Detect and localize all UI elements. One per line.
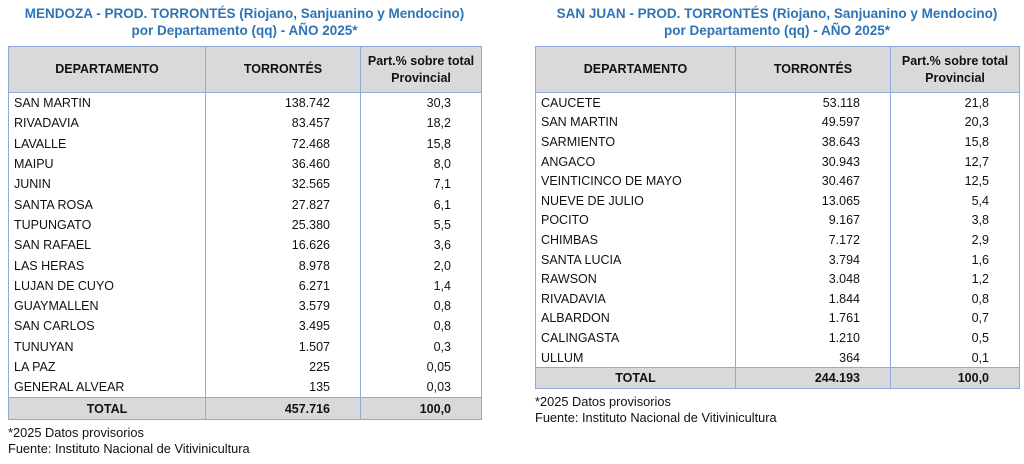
table-row [9,337,482,357]
cell-torrontes: 3.794 [736,250,891,270]
column-header-part [361,47,482,93]
cell-departamento: SAN MARTIN [9,93,206,114]
table-row [536,348,1020,368]
cell-departamento: SANTA LUCIA [536,250,736,270]
cell-torrontes: 83.457 [206,113,361,133]
column-header-departamento: DEPARTAMENTO [9,47,206,93]
cell-departamento: LAS HERAS [9,255,206,275]
cell-departamento: ULLUM [536,348,736,368]
cell-torrontes: 27.827 [206,194,361,214]
cell-part: 7,1 [361,174,482,194]
title-line-2: por Departamento (qq) - AÑO 2025* [131,23,358,38]
cell-torrontes: 1.844 [736,289,891,309]
table-row [536,191,1020,211]
cell-part: 12,5 [891,171,1020,191]
mendoza-production-table [8,5,481,457]
table-row [9,377,482,398]
cell-part: 1,2 [891,269,1020,289]
san-juan-production-table [535,5,1019,426]
cell-departamento: ALBARDON [536,309,736,329]
header-row [9,47,482,93]
title-line-1: MENDOZA - PROD. TORRONTÉS (Riojano, Sanjuanino y Mendocino) [24,6,465,21]
cell-torrontes: 53.118 [736,93,891,113]
table-row [536,152,1020,172]
cell-torrontes: 3.048 [736,269,891,289]
column-header-torrontes: TORRONTÉS [206,47,361,93]
cell-departamento: POCITO [536,211,736,231]
cell-torrontes: 1.210 [736,328,891,348]
cell-part: 15,8 [891,132,1020,152]
table-row [9,93,482,114]
cell-torrontes: 138.742 [206,93,361,114]
cell-part: 8,0 [361,154,482,174]
cell-part: 5,4 [891,191,1020,211]
column-header-part-line1: Part.% sobre total [367,53,475,68]
column-header-part-line1: Part.% sobre total [901,53,1009,68]
cell-part: 0,8 [361,296,482,316]
column-header-part-line2: Provincial [391,70,451,85]
header-row [536,47,1020,93]
cell-departamento: SANTA ROSA [9,194,206,214]
cell-departamento: RIVADAVIA [9,113,206,133]
cell-part: 0,03 [361,377,482,398]
san-juan-footnotes [535,394,1019,426]
table-row [9,113,482,133]
cell-part: 0,1 [891,348,1020,368]
table-row [9,296,482,316]
footnote-source: Fuente: Instituto Nacional de Vitivinicultura [8,440,250,456]
cell-torrontes: 3.579 [206,296,361,316]
total-torrontes-value: 244.193 [736,368,891,389]
table-row [9,174,482,194]
cell-departamento: NUEVE DE JULIO [536,191,736,211]
cell-part: 12,7 [891,152,1020,172]
cell-torrontes: 364 [736,348,891,368]
cell-part: 30,3 [361,93,482,114]
total-row [9,398,482,419]
table-row [9,255,482,275]
cell-torrontes: 9.167 [736,211,891,231]
cell-part: 0,5 [891,328,1020,348]
cell-torrontes: 8.978 [206,255,361,275]
total-label: TOTAL [536,368,736,389]
cell-part: 3,8 [891,211,1020,231]
cell-part: 15,8 [361,134,482,154]
cell-departamento: ANGACO [536,152,736,172]
cell-departamento: CALINGASTA [536,328,736,348]
cell-part: 1,6 [891,250,1020,270]
cell-torrontes: 49.597 [736,113,891,133]
cell-torrontes: 135 [206,377,361,398]
table-row [9,194,482,214]
table-row [9,316,482,336]
cell-part: 0,05 [361,357,482,377]
san-juan-table-title [535,5,1019,39]
cell-torrontes: 32.565 [206,174,361,194]
column-header-part-line2: Provincial [925,70,985,85]
cell-torrontes: 16.626 [206,235,361,255]
mendoza-footnotes [8,425,481,457]
title-line-2: por Departamento (qq) - AÑO 2025* [663,23,891,38]
cell-torrontes: 72.468 [206,134,361,154]
table-row [536,93,1020,113]
total-label: TOTAL [9,398,206,419]
table-row [536,328,1020,348]
table-row [9,215,482,235]
cell-departamento: SAN RAFAEL [9,235,206,255]
total-row [536,368,1020,389]
cell-departamento: RAWSON [536,269,736,289]
cell-departamento: JUNIN [9,174,206,194]
cell-torrontes: 6.271 [206,276,361,296]
cell-departamento: GUAYMALLEN [9,296,206,316]
table-row [9,134,482,154]
cell-part: 21,8 [891,93,1020,113]
cell-part: 2,9 [891,230,1020,250]
table-row [536,309,1020,329]
footnote-provisional: *2025 Datos provisorios [8,424,144,440]
table-row [9,235,482,255]
table-row [9,154,482,174]
mendoza-data-table [8,46,482,420]
cell-departamento: LA PAZ [9,357,206,377]
mendoza-table-title [8,5,481,39]
cell-part: 0,3 [361,337,482,357]
column-header-part [891,47,1020,93]
total-torrontes-value: 457.716 [206,398,361,419]
cell-departamento: MAIPU [9,154,206,174]
cell-torrontes: 36.460 [206,154,361,174]
cell-departamento: GENERAL ALVEAR [9,377,206,398]
cell-part: 5,5 [361,215,482,235]
footnote-provisional: *2025 Datos provisorios [535,393,671,409]
cell-departamento: CAUCETE [536,93,736,113]
cell-torrontes: 30.467 [736,171,891,191]
cell-torrontes: 13.065 [736,191,891,211]
table-row [536,289,1020,309]
table-row [536,211,1020,231]
cell-torrontes: 1.761 [736,309,891,329]
cell-part: 3,6 [361,235,482,255]
cell-torrontes: 1.507 [206,337,361,357]
cell-part: 2,0 [361,255,482,275]
cell-departamento: SAN CARLOS [9,316,206,336]
cell-part: 6,1 [361,194,482,214]
column-header-departamento: DEPARTAMENTO [536,47,736,93]
cell-torrontes: 38.643 [736,132,891,152]
cell-part: 20,3 [891,113,1020,133]
cell-part: 1,4 [361,276,482,296]
cell-departamento: LUJAN DE CUYO [9,276,206,296]
cell-departamento: LAVALLE [9,134,206,154]
cell-torrontes: 30.943 [736,152,891,172]
cell-departamento: SAN MARTIN [536,113,736,133]
table-row [536,269,1020,289]
cell-part: 0,8 [361,316,482,336]
footnote-source: Fuente: Instituto Nacional de Vitivinicultura [535,409,777,425]
cell-part: 0,7 [891,309,1020,329]
title-line-1: SAN JUAN - PROD. TORRONTÉS (Riojano, Sanjuanino y Mendocino) [556,6,998,21]
cell-departamento: SARMIENTO [536,132,736,152]
table-row [536,171,1020,191]
table-row [536,230,1020,250]
cell-departamento: CHIMBAS [536,230,736,250]
cell-torrontes: 225 [206,357,361,377]
cell-departamento: TUPUNGATO [9,215,206,235]
cell-departamento: VEINTICINCO DE MAYO [536,171,736,191]
table-row [536,113,1020,133]
san-juan-data-table [535,46,1020,389]
cell-part: 0,8 [891,289,1020,309]
cell-departamento: TUNUYAN [9,337,206,357]
cell-torrontes: 3.495 [206,316,361,336]
table-row [536,250,1020,270]
table-row [9,276,482,296]
table-row [536,132,1020,152]
table-row [9,357,482,377]
total-part-value: 100,0 [361,398,482,419]
cell-torrontes: 25.380 [206,215,361,235]
cell-part: 18,2 [361,113,482,133]
total-part-value: 100,0 [891,368,1020,389]
cell-departamento: RIVADAVIA [536,289,736,309]
cell-torrontes: 7.172 [736,230,891,250]
column-header-torrontes: TORRONTÉS [736,47,891,93]
